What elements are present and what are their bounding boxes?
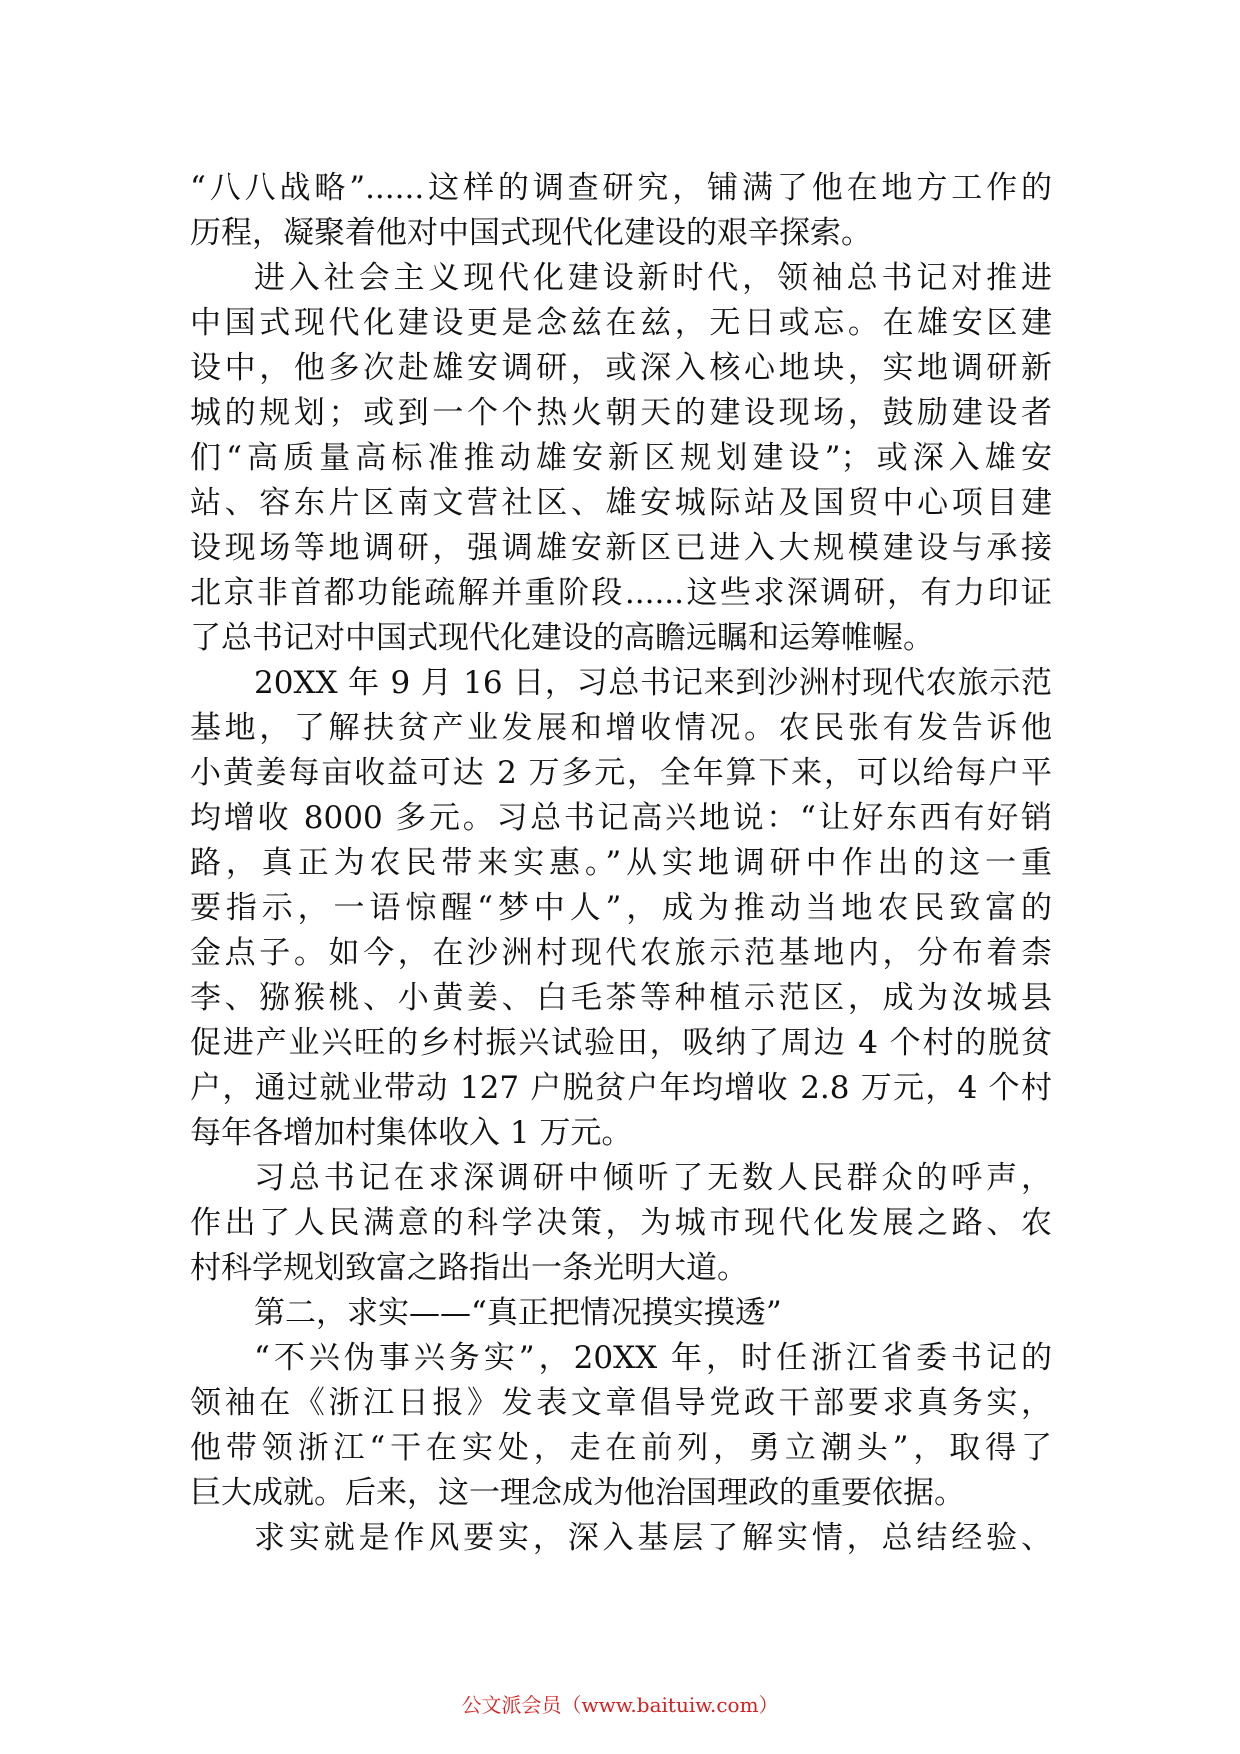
text-line: 领袖在《浙江日报》发表文章倡导党政干部要求真务实， [190, 1385, 1052, 1421]
text-line: 站、容东片区南文营社区、雄安城际站及国贸中心项目建 [190, 485, 1052, 521]
text-line: 求实就是作风要实，深入基层了解实情，总结经验、 [254, 1520, 1052, 1556]
text-line: 促进产业兴旺的乡村振兴试验田，吸纳了周边 4 个村的脱贫 [190, 1025, 1052, 1061]
text-line: 们“高质量高标准推动雄安新区规划建设”；或深入雄安 [190, 440, 1052, 476]
footer-watermark: 公文派会员（www.baituiw.com） [461, 1693, 779, 1717]
text-line: 路，真正为农民带来实惠。”从实地调研中作出的这一重 [190, 845, 1052, 881]
text-line: “不兴伪事兴务实”，20XX 年，时任浙江省委书记的 [254, 1340, 1052, 1376]
text-line: 进入社会主义现代化建设新时代，领袖总书记对推进 [254, 260, 1052, 296]
text-line: 巨大成就。后来，这一理念成为他治国理政的重要依据。 [190, 1475, 965, 1511]
text-line: 20XX 年 9 月 16 日，习总书记来到沙洲村现代农旅示范 [254, 665, 1052, 701]
text-line: 要指示，一语惊醒“梦中人”，成为推动当地农民致富的 [190, 890, 1052, 926]
text-line: 历程，凝聚着他对中国式现代化建设的艰辛探索。 [190, 215, 872, 251]
document-body [190, 166, 1052, 1561]
text-line: 均增收 8000 多元。习总书记高兴地说：“让好东西有好销 [190, 800, 1052, 836]
text-line: 村科学规划致富之路指出一条光明大道。 [190, 1250, 748, 1286]
text-line: 中国式现代化建设更是念兹在兹，无日或忘。在雄安区建 [190, 305, 1052, 341]
text-line: 小黄姜每亩收益可达 2 万多元，全年算下来，可以给每户平 [190, 755, 1052, 791]
text-line: “八八战略”......这样的调查研究，铺满了他在地方工作的 [190, 170, 1052, 206]
text-line: 金点子。如今，在沙洲村现代农旅示范基地内，分布着柰 [190, 935, 1052, 971]
text-line: 设现场等地调研，强调雄安新区已进入大规模建设与承接 [190, 530, 1052, 566]
text-line: 户，通过就业带动 127 户脱贫户年均增收 2.8 万元，4 个村 [190, 1070, 1052, 1106]
text-line: 基地，了解扶贫产业发展和增收情况。农民张有发告诉他 [190, 710, 1052, 746]
text-line: 作出了人民满意的科学决策，为城市现代化发展之路、农 [190, 1205, 1052, 1241]
text-line: 李、猕猴桃、小黄姜、白毛茶等种植示范区，成为汝城县 [190, 980, 1052, 1016]
text-line: 第二，求实——“真正把情况摸实摸透” [254, 1295, 782, 1331]
text-line: 北京非首都功能疏解并重阶段......这些求深调研，有力印证 [190, 575, 1052, 611]
text-line: 城的规划；或到一个个热火朝天的建设现场，鼓励建设者 [190, 395, 1052, 431]
text-line: 每年各增加村集体收入 1 万元。 [190, 1115, 633, 1151]
text-line: 了总书记对中国式现代化建设的高瞻远瞩和运筹帷幄。 [190, 620, 934, 656]
text-line: 设中，他多次赴雄安调研，或深入核心地块，实地调研新 [190, 350, 1052, 386]
text-line: 习总书记在求深调研中倾听了无数人民群众的呼声， [254, 1160, 1052, 1196]
text-line: 他带领浙江“干在实处，走在前列，勇立潮头”，取得了 [190, 1430, 1052, 1466]
